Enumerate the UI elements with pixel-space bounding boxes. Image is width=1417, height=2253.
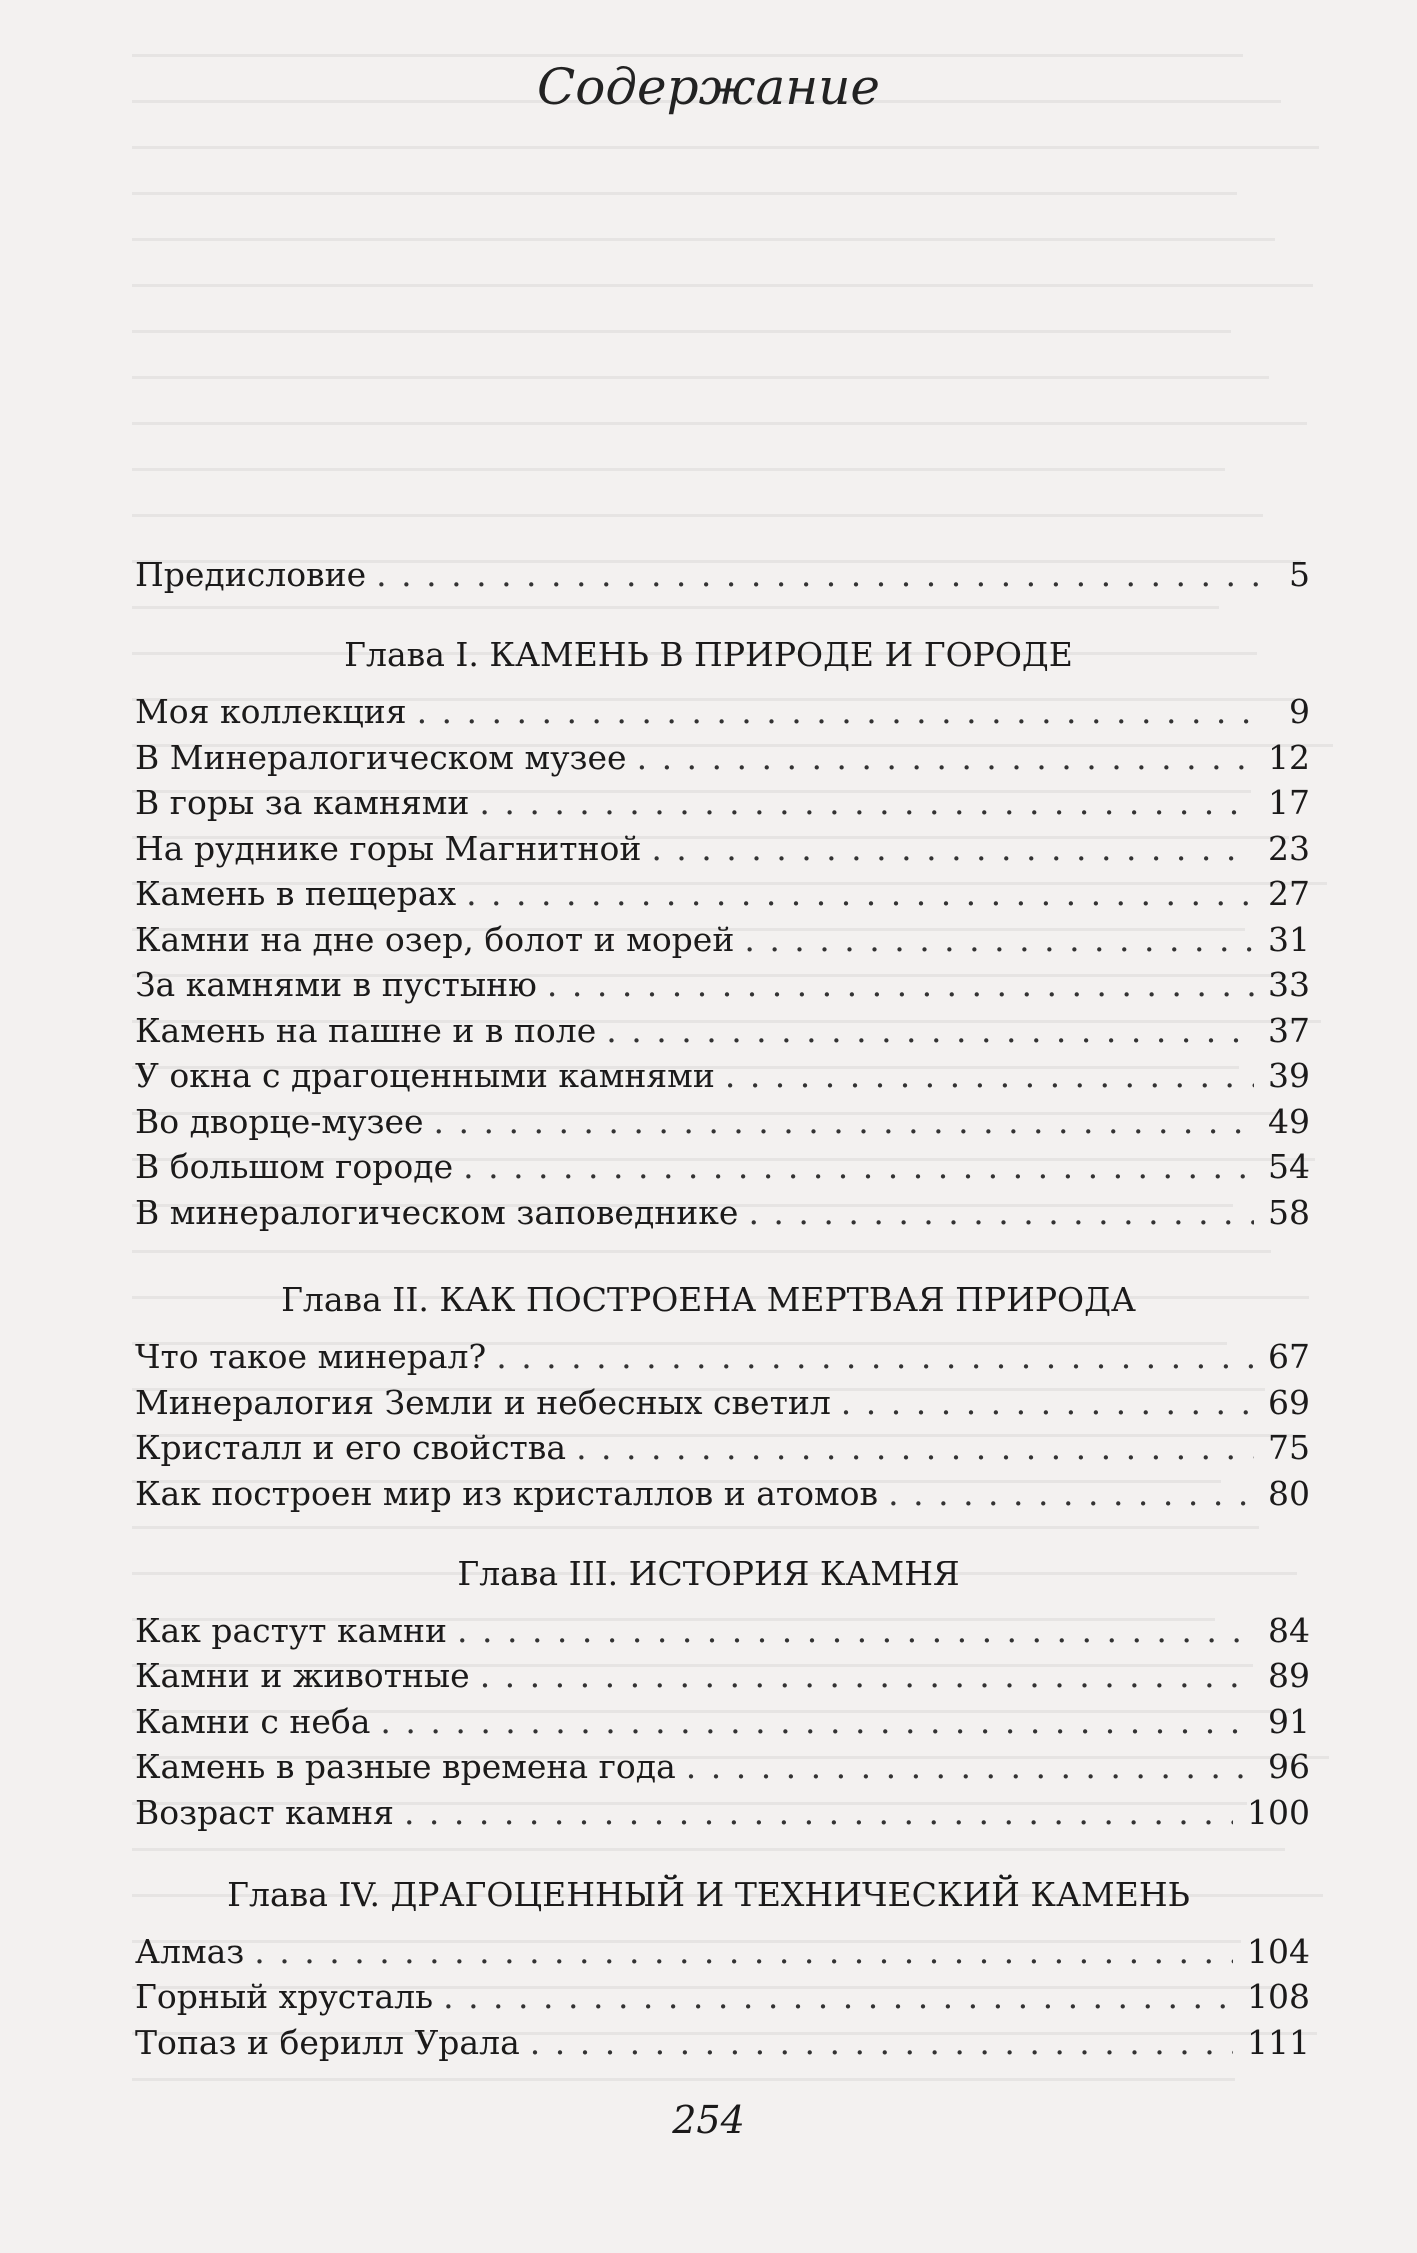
toc-entry-page: 49	[1268, 1102, 1310, 1141]
dot-leader	[651, 827, 1254, 871]
show-through-line	[132, 514, 1263, 517]
dot-leader	[417, 690, 1266, 734]
toc-entry[interactable]	[135, 1426, 1310, 1470]
toc-entry-page: 89	[1268, 1656, 1310, 1695]
toc-entry[interactable]	[135, 1654, 1310, 1698]
toc-entry-page: 9	[1289, 692, 1310, 731]
toc-entry-page: 104	[1247, 1932, 1310, 1971]
toc-entry-label: Что такое минерал?	[135, 1337, 487, 1376]
show-through-line	[132, 606, 1219, 609]
toc-entry[interactable]	[135, 1191, 1310, 1235]
toc-entry-label: На руднике горы Магнитной	[135, 829, 642, 868]
toc-entry[interactable]	[135, 1009, 1310, 1053]
show-through-line	[132, 238, 1275, 241]
toc-entry-page: 27	[1268, 874, 1310, 913]
dot-leader	[404, 1791, 1233, 1835]
toc-entry-page: 37	[1268, 1011, 1310, 1050]
toc-entry-page: 33	[1268, 965, 1310, 1004]
toc-entry-page: 31	[1268, 920, 1310, 959]
toc-entry-label: За камнями в пустыню	[135, 965, 537, 1004]
toc-entry-page: 108	[1247, 1977, 1310, 2016]
dot-leader	[530, 2021, 1233, 2065]
dot-leader	[744, 918, 1254, 962]
toc-entry-label: Как растут камни	[135, 1611, 447, 1650]
toc-entry[interactable]	[135, 2021, 1310, 2065]
toc-entry-label: Моя коллекция	[135, 692, 407, 731]
dot-leader	[547, 963, 1254, 1007]
dot-leader	[463, 1145, 1254, 1189]
toc-entry[interactable]	[135, 1381, 1310, 1425]
toc-entry-label: Камни с неба	[135, 1702, 371, 1741]
dot-leader	[841, 1381, 1254, 1425]
toc-entry-page: 69	[1268, 1383, 1310, 1422]
toc-entry-page: 67	[1268, 1337, 1310, 1376]
toc-entry[interactable]	[135, 781, 1310, 825]
dot-leader	[606, 1009, 1254, 1053]
toc-entry-label: В большом городе	[135, 1147, 454, 1186]
chapter-heading: Глава III. ИСТОРИЯ КАМНЯ	[457, 1554, 960, 1593]
toc-entry[interactable]	[135, 1975, 1310, 2019]
toc-entry-label: У окна с драгоценными камнями	[135, 1056, 715, 1095]
toc-entry-label: В горы за камнями	[135, 783, 470, 822]
toc-entry[interactable]	[135, 963, 1310, 1007]
show-through-line	[132, 1526, 1259, 1529]
toc-entry[interactable]	[135, 736, 1310, 780]
toc-entry[interactable]	[135, 690, 1310, 734]
toc-entry-label: Алмаз	[135, 1932, 245, 1971]
dot-leader	[686, 1745, 1254, 1789]
toc-entry-page: 75	[1268, 1428, 1310, 1467]
toc-entry[interactable]	[135, 1335, 1310, 1379]
dot-leader	[576, 1426, 1254, 1470]
toc-entry-page: 12	[1268, 738, 1310, 777]
dot-leader	[479, 781, 1254, 825]
toc-entry-label: Как построен мир из кристаллов и атомов	[135, 1474, 879, 1513]
show-through-line	[132, 146, 1319, 149]
toc-entry[interactable]	[135, 1145, 1310, 1189]
toc-entry-page: 96	[1268, 1747, 1310, 1786]
chapter-heading: Глава IV. ДРАГОЦЕННЫЙ И ТЕХНИЧЕСКИЙ КАМЕНЬ	[227, 1875, 1190, 1914]
toc-entry-page: 23	[1268, 829, 1310, 868]
dot-leader	[725, 1054, 1254, 1098]
toc-entry-label: Кристалл и его свойства	[135, 1428, 567, 1467]
toc-entry-label: Минералогия Земли и небесных светил	[135, 1383, 831, 1422]
toc-entry-page: 111	[1247, 2023, 1310, 2062]
toc-entry-label: Камни на дне озер, болот и морей	[135, 920, 735, 959]
page-title: Содержание	[536, 58, 881, 116]
toc-entry-label: Камень на пашне и в поле	[135, 1011, 597, 1050]
toc-entry-page: 91	[1268, 1702, 1310, 1741]
dot-leader	[434, 1100, 1254, 1144]
toc-entry-page: 80	[1268, 1474, 1310, 1513]
toc-entry-label: Во дворце-музее	[135, 1102, 424, 1141]
toc-entry-label: Возраст камня	[135, 1793, 394, 1832]
toc-entry-page: 39	[1268, 1056, 1310, 1095]
show-through-line	[132, 284, 1313, 287]
toc-entry[interactable]	[135, 1609, 1310, 1653]
toc-entry-label: Камень в разные времена года	[135, 1747, 676, 1786]
show-through-line	[132, 2078, 1235, 2081]
show-through-line	[132, 468, 1225, 471]
toc-entry[interactable]	[135, 1745, 1310, 1789]
toc-entry[interactable]	[135, 1930, 1310, 1974]
toc-entry[interactable]	[135, 1472, 1310, 1516]
dot-leader	[637, 736, 1254, 780]
show-through-line	[132, 1848, 1285, 1851]
toc-entry-page: 84	[1268, 1611, 1310, 1650]
chapter-heading: Глава II. КАК ПОСТРОЕНА МЕРТВАЯ ПРИРОДА	[281, 1280, 1136, 1319]
toc-entry-label: Камни и животные	[135, 1656, 470, 1695]
dot-leader	[443, 1975, 1233, 2019]
chapter-heading: Глава I. КАМЕНЬ В ПРИРОДЕ И ГОРОДЕ	[344, 635, 1073, 674]
toc-entry-page: 17	[1268, 783, 1310, 822]
toc-entry-page: 100	[1247, 1793, 1310, 1832]
toc-entry-label: Топаз и берилл Урала	[135, 2023, 520, 2062]
dot-leader	[496, 1335, 1254, 1379]
toc-entry-page: 5	[1289, 555, 1310, 594]
show-through-line	[132, 192, 1237, 195]
show-through-line	[132, 422, 1307, 425]
toc-entry[interactable]	[135, 1791, 1310, 1835]
toc-entry[interactable]	[135, 1700, 1310, 1744]
toc-entry[interactable]	[135, 872, 1310, 916]
dot-leader	[480, 1654, 1254, 1698]
toc-entry-label: Горный хрусталь	[135, 1977, 434, 2016]
toc-entry-preface[interactable]	[135, 553, 1310, 597]
toc-entry[interactable]	[135, 918, 1310, 962]
dot-leader	[376, 553, 1266, 597]
dot-leader	[380, 1700, 1254, 1744]
toc-entry-page: 58	[1268, 1193, 1310, 1232]
toc-entry-label: Камень в пещерах	[135, 874, 457, 913]
show-through-line	[132, 376, 1269, 379]
dot-leader	[254, 1930, 1233, 1974]
dot-leader	[748, 1191, 1254, 1235]
show-through-line	[132, 1250, 1271, 1253]
toc-entry-label: Предисловие	[135, 555, 367, 594]
toc-entry-label: В Минералогическом музее	[135, 738, 627, 777]
toc-entry-page: 54	[1268, 1147, 1310, 1186]
dot-leader	[457, 1609, 1254, 1653]
toc-entry[interactable]	[135, 1054, 1310, 1098]
page-number: 254	[672, 2098, 745, 2142]
show-through-line	[132, 330, 1231, 333]
dot-leader	[888, 1472, 1254, 1516]
toc-entry[interactable]	[135, 1100, 1310, 1144]
toc-entry[interactable]	[135, 827, 1310, 871]
toc-entry-label: В минералогическом заповеднике	[135, 1193, 739, 1232]
show-through-line	[132, 54, 1243, 57]
dot-leader	[466, 872, 1254, 916]
